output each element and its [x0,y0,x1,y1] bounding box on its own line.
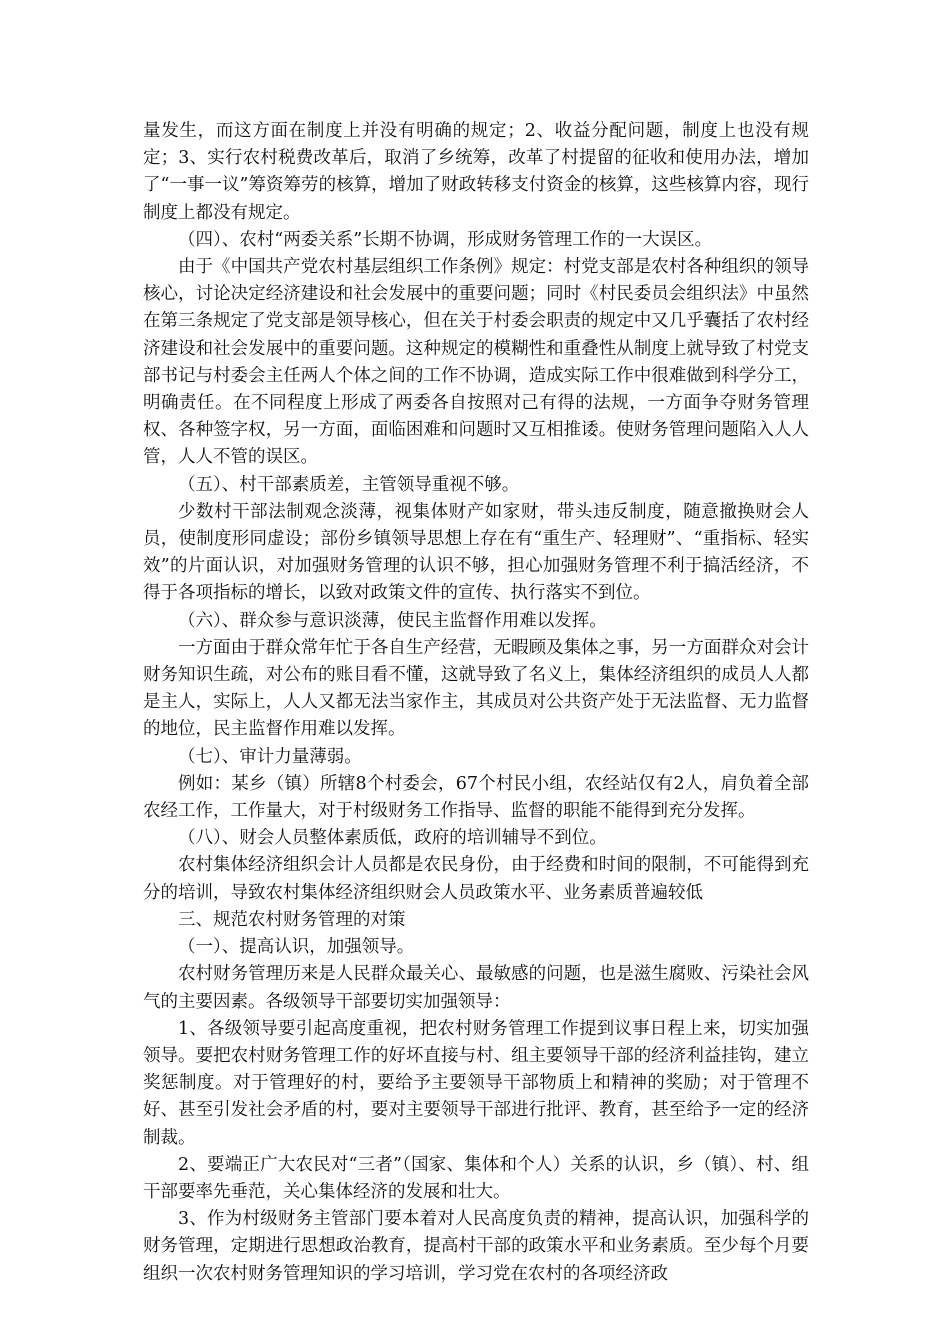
section-heading-8: （八）、财会人员整体素质低，政府的培训辅导不到位。 [178,828,607,849]
paragraph-body: 少数村干部法制观念淡薄，视集体财产如家财，带头违反制度，随意撤换财会人员，使制度形同虚设；部份乡镇领导思想上存在有“重生产、轻理财”、“重指标、轻实效”的片面认识，对加强财务管理的认识不够，担心加强财务管理不利于搞活经济，不得于各项指标的增长，以致对政策文件的宣传、执行落实不到位。 [143,501,809,604]
chapter-heading-3: 三、规范农村财务管理的对策 [178,909,406,930]
list-item-2: 2、要端正广大农民对“三者”（国家、集体和个人）关系的认识，乡（镇）、村、组干部要率先垂范，关心集体经济的发展和壮大。 [143,1154,809,1202]
paragraph-body: 一方面由于群众常年忙于各自生产经营，无暇顾及集体之事，另一方面群众对会计财务知识生疏，对公布的账目看不懂，这就导致了名义上，集体经济组织的成员人人都是主人，实际上，人人又都无法当家作主，其成员对公共资产处于无法监督、无力监督的地位，民主监督作用难以发挥。 [143,637,809,740]
paragraph-body: 由于《中国共产党农村基层组织工作条例》规定：村党支部是农村各种组织的领导核心，讨论决定经济建设和社会发展中的重要问题；同时《村民委员会组织法》中虽然在第三条规定了党支部是领导核心，但在关于村委会职责的规定中又几乎囊括了农村经济建设和社会发展中的重要问题。这种规定的模糊性和重叠性从制度上就导致了村党支部书记与村委会主任两人个体之间的工作不协调，造成实际工作中很难做到科学分工，明确责任。在不同程度上形成了两委各自按照对己有得的法规，一方面争夺财务管理权、各种签字权，另一方面，面临困难和问题时又互相推诿。使财务管理问题陷入人人管，人人不管的误区。 [143,257,809,468]
paragraph-continuation: 量发生，而这方面在制度上并没有明确的规定；2、收益分配问题，制度上也没有规定；3、实行农村税费改革后，取消了乡统筹，改革了村提留的征收和使用办法，增加了“一事一议”筹资筹劳的核算，增加了财政转移支付资金的核算，这些核算内容，现行制度上都没有规定。 [143,121,809,223]
section-heading-5: （五）、村干部素质差，主管领导重视不够。 [178,474,520,495]
document-page [143,118,809,1288]
list-item-1: 1、各级领导要引起高度重视，把农村财务管理工作提到议事日程上来，切实加强领导。要把农村财务管理工作的好坏直接与村、组主要领导干部的经济利益挂钩，建立奖惩制度。对于管理好的村，要给予主要领导干部物质上和精神的奖励；对于管理不好、甚至引发社会矛盾的村，要对主要领导干部进行批评、教育，甚至给予一定的经济制裁。 [143,1018,809,1148]
list-item-3: 3、作为村级财务主管部门要本着对人民高度负责的精神，提高认识，加强科学的财务管理，定期进行思想政治教育，提高村干部的政策水平和业务素质。至少每个月要组织一次农村财务管理知识的学习培训，学习党在农村的各项经济政 [143,1209,809,1284]
section-heading-6: （六）、群众参与意识淡薄，使民主监督作用难以发挥。 [178,610,607,631]
paragraph-body: 农村财务管理历来是人民群众最关心、最敏感的问题，也是滋生腐败、污染社会风气的主要因素。各级领导干部要切实加强领导： [143,964,809,1012]
section-heading-4: （四）、农村“两委关系”长期不协调，形成财务管理工作的一大误区。 [178,229,713,250]
paragraph-body: 例如：某乡（镇）所辖8个村委会，67个村民小组，农经站仅有2人，肩负着全部农经工作，工作量大，对于村级财务工作指导、监督的职能不能得到充分发挥。 [143,773,809,822]
paragraph-body: 农村集体经济组织会计人员都是农民身份，由于经费和时间的限制，不可能得到充分的培训，导致农村集体经济组织财会人员政策水平、业务素质普遍较低 [143,855,809,903]
section-heading-1: （一）、提高认识，加强领导。 [178,937,415,958]
section-heading-7: （七）、审计力量薄弱。 [178,746,362,767]
